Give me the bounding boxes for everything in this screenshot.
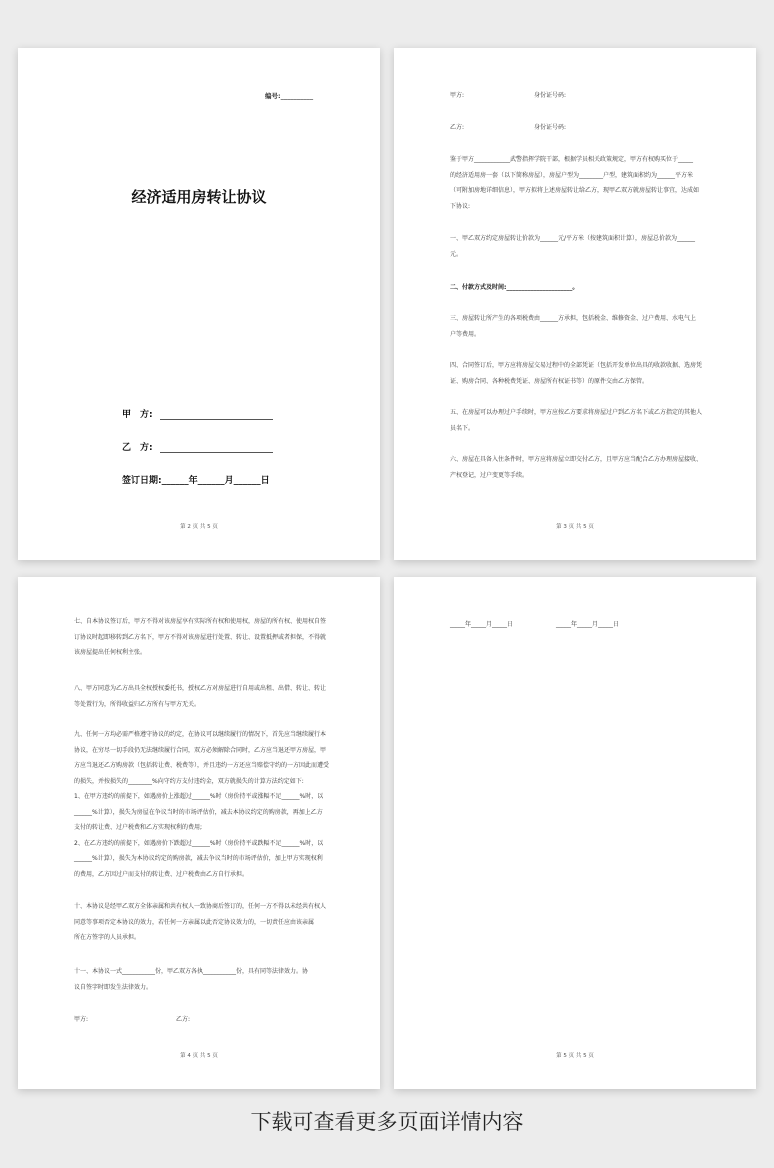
text-line: 同意等事项否定本协议的效力，若任何一方亲属以此否定协议效力的，一切责任应由该亲属 [74, 918, 315, 926]
text-line: ______%计算），损失为房屋在争议当时的市场评估价，减去本协议约定的购房款，再加上乙方 [74, 808, 323, 816]
download-caption: 下载可查看更多页面详情内容 [250, 1110, 524, 1134]
party-b-signature-label: 乙方: [176, 1016, 191, 1023]
text-line: 1、在甲方违约的前提下，如遇房价上涨超过______%时（房价持平或涨幅不足______%时，以 [74, 793, 324, 800]
text-line: 一、甲乙双方约定房屋转让价款为______元/平方米（按建筑面积计算），房屋总价款为______ [450, 235, 696, 242]
party-a-sign-date: _____年_____月_____日 [450, 621, 514, 628]
party-b-id-label: 身份证号码: [534, 124, 567, 131]
text-line: 2、在乙方违约的前提下，如遇房价下跌超过______%时（房价持平或跌幅不足______%时，以 [74, 839, 324, 847]
text-line: 四、合同签订后，甲方应将房屋交易过程中的全部凭证（包括开发单位出具的收款收据、选房凭 [450, 362, 703, 369]
intro-paragraph [450, 152, 699, 214]
document-page-cover [18, 48, 380, 560]
document-page-4 [394, 577, 756, 1089]
document-number-label: 编号:__________ [265, 92, 314, 100]
party-a-label: 甲方: [450, 92, 465, 99]
text-line: 下协议: [450, 202, 471, 210]
text-line: 方应当退还乙方购房款（包括转让费、税费等），并且违约一方还应当赔偿守约的一方因此而遭受 [74, 762, 330, 769]
text-line: 等处置行为，所得收益归乙方所有与甲方无关。 [74, 700, 201, 708]
clause-6 [450, 452, 702, 483]
party-b-sign-date: _____年_____月_____日 [556, 621, 620, 628]
clause-9 [74, 727, 329, 882]
text-line: （可附加房地详细信息），甲方拟将上述房屋转让给乙方，现甲乙双方就房屋转让事宜，达成如 [450, 187, 700, 194]
text-line: 议自签字时即发生法律效力。 [74, 983, 153, 991]
text-line: 五、在房屋可以办理过户手续时，甲方应按乙方要求将房屋过户到乙方名下或乙方指定的其他人 [450, 409, 703, 416]
page-footer: 第 4 页 共 5 页 [180, 1053, 218, 1059]
text-line: 鉴于甲方____________武警指挥学院干部，根据学员相关政策规定，甲方有权购买位于_____ [450, 156, 694, 163]
text-line: 该房屋提出任何权利主张。 [74, 649, 147, 656]
document-page-3 [18, 577, 380, 1089]
text-line: 所在方签字的人员承担。 [74, 934, 141, 941]
text-line: 的经济适用房一套（以下简称房屋），房屋户型为________户型，建筑面积约为______平方米 [450, 171, 694, 179]
text-line: 元。 [450, 250, 463, 258]
text-line: 十、本协议是经甲乙双方全体亲属和共有权人一致协商后签订的，任何一方不得以未经共有权人 [74, 903, 327, 910]
text-line: 二、付款方式及时间:______________________。 [450, 284, 579, 291]
watermark [79, 491, 96, 516]
text-line: 支付的转让费、过户税费和乙方实现权利的费用; [74, 824, 203, 831]
clause-8 [74, 681, 326, 712]
party-a-signature-label: 甲方: [74, 1016, 89, 1023]
page-footer: 第 5 页 共 5 页 [556, 1053, 594, 1059]
clause-11 [74, 964, 308, 995]
text-line: ______%计算），损失为本协议约定的购房款，减去争议当时的市场评估价，加上甲方实现权利 [74, 855, 323, 862]
document-title: 经济适用房转让协议 [131, 188, 267, 206]
clause-5 [450, 405, 702, 436]
clause-3 [450, 311, 696, 342]
text-line: 的费用，乙方因过户而支付的转让费、过户税费由乙方自行承担。 [74, 870, 249, 878]
page-footer: 第 2 页 共 5 页 [180, 524, 218, 530]
text-line: 产权登记，过户变更等手续。 [450, 471, 529, 479]
text-line: 员名下。 [450, 424, 475, 432]
text-line: 九、任何一方均必需严格遵守协议的约定，在协议可以继续履行的情况下，首先应当继续履行本 [74, 731, 327, 738]
party-a-label: 甲 方: [122, 410, 153, 420]
text-line: 七、自本协议签订后，甲方不得对该房屋享有实际所有权和使用权，房屋的所有权、使用权自签 [74, 618, 327, 625]
page-footer: 第 3 页 共 5 页 [556, 524, 594, 530]
text-line: 六、房屋在具备入住条件时，甲方应将房屋立即交付乙方，且甲方应当配合乙方办理房屋接收、 [450, 456, 703, 463]
text-line: 的损失，并按损失的________%向守约方支付违约金，双方就损失的计算方法约定如下: [74, 777, 304, 785]
text-line: 户等费用。 [450, 330, 481, 338]
document-page-2 [394, 48, 756, 560]
sign-date-label: 签订日期:______年______月______日 [122, 476, 270, 486]
text-line: 订协议时起即移转到乙方名下，甲方不得对该房屋进行处置、转让、设置抵押或者担保，不得就 [74, 633, 327, 641]
clause-2 [450, 280, 578, 296]
clause-4 [450, 358, 702, 389]
clause-7 [74, 614, 326, 661]
party-b-label: 乙 方: [122, 443, 153, 453]
text-line: 八、甲方同意为乙方出具全权授权委托书，授权乙方对房屋进行自用或出租、出借、转让、转让 [74, 685, 327, 692]
text-line: 十一、本协议一式___________份，甲乙双方各执___________份，具有同等法律效力。协 [74, 968, 309, 975]
party-a-id-label: 身份证号码: [534, 92, 567, 99]
clause-1 [450, 231, 695, 262]
clause-10 [74, 899, 326, 946]
text-line: 协议，在穷尽一切手段仍无法继续履行合同，双方必须解除合同时，乙方应当退还甲方房屋，甲 [74, 746, 327, 754]
text-line: 三、房屋转让所产生的各项税费由______方承担，包括税金、维修资金、过户费用、水电气上 [450, 315, 697, 322]
party-b-label: 乙方: [450, 124, 465, 131]
party-a-blank-line [160, 419, 273, 420]
text-line: 证、购房合同、各种税费凭证、房屋所有权证书等）的原件交由乙方保管。 [450, 377, 649, 385]
party-b-blank-line [160, 452, 273, 453]
